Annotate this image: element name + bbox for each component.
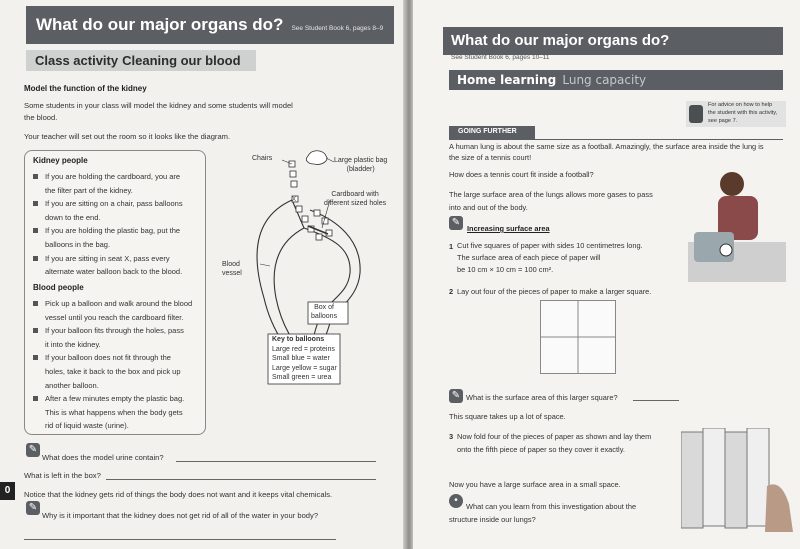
step-3: Now fold four of the pieces of paper as shown and lay them onto the fifth piece of paper so they cover it exactly. <box>457 432 652 454</box>
plastic-bag-shape <box>306 151 327 165</box>
answer-line[interactable] <box>24 539 336 540</box>
question-learn-1: What can you learn from this investigation about the <box>466 502 637 511</box>
list-item: If you are sitting on a chair, pass balloons down to the end. <box>29 197 204 224</box>
question-area: What is the surface area of this larger square? <box>466 393 618 402</box>
paper-square-grid <box>540 300 616 374</box>
blood-people-list <box>29 297 204 433</box>
page-number: 0 <box>0 482 15 500</box>
seat-x-mark: X <box>292 197 297 203</box>
home-learning-band: Home learning Lung capacity <box>449 70 783 90</box>
list-item: If you are holding the plastic bag, put the balloons in the bag. <box>29 224 204 251</box>
advice-note: For advice on how to help the student with this activity, see page 7. <box>686 101 786 127</box>
setup-text: Your teacher will set out the room so it looks like the diagram. <box>24 132 231 141</box>
page-title: What do our major organs do? <box>443 27 783 55</box>
answer-line[interactable] <box>106 479 376 480</box>
intro-paragraph: A human lung is about the same size as a football. Amazingly, the surface area inside the lung is the size of a tennis court! <box>449 142 764 162</box>
question-box: What is left in the box? <box>24 471 101 480</box>
list-item: After a few minutes empty the plastic bag. This is what happens when the body gets rid of liquid waste (urine). <box>29 392 204 433</box>
divider <box>449 139 783 140</box>
pencil-icon: ✎ <box>26 443 40 457</box>
speech-bubble-icon: • <box>449 494 463 508</box>
question-water: Why is it important that the kidney does not get rid of all of the water in your body? <box>42 511 319 520</box>
model-heading: Model the function of the kidney <box>24 84 147 93</box>
book-reference: See Student Book 6, pages 10–11 <box>451 54 550 61</box>
balloon-key: Key to balloons Large red = proteins Small blue = water Large yellow = sugar Small green = urea <box>272 336 337 381</box>
list-item: If you are sitting in seat X, pass every alternate water balloon back to the blood. <box>29 252 204 279</box>
book-reference: See Student Book 6, pages 8–9 <box>291 25 384 32</box>
right-page: What do our major organs do? See Student Book 6, pages 10–11 Home learning Lung capacity For advice on how to help the student with this activity, see page 7. GOING FURTHER A human lung is about the same size as a football. Amazingly, the surface area inside the lung is the size of a tennis court! How does a tennis court fit inside a football? The large surface area of the lungs allows more gases to pass into and out of the body. ✎ Increasing surface area 1 Cut five squares of paper with sides 10 centimetres long. The surface area of each piece of paper will be 10 cm × 10 cm = 100 cm². 2 Lay out four of the pieces of paper to make a larger square. ✎ What is the surface area of this larger square? This square takes up a lot of space. 3 Now fold four of the pieces of paper as shown and lay them onto the fifth piece of paper so they cover it exactly. Now you have a large surface area in a small space. • What can you learn from this investigation about the structure inside our lungs? <box>413 0 800 549</box>
list-item: If your balloon does not fit through the holes, take it back to the box and pick up another balloon. <box>29 351 204 392</box>
bag-label: Large plastic bag (bladder) <box>334 157 388 173</box>
box-label: Box of balloons <box>311 304 338 320</box>
list-item: If your balloon fits through the holes, pass it into the kidney. <box>29 324 204 351</box>
folded-paper-illustration <box>681 428 793 532</box>
pencil-icon: ✎ <box>449 216 463 230</box>
pencil-icon: ✎ <box>26 501 40 515</box>
pencil-icon: ✎ <box>449 389 463 403</box>
student-illustration <box>688 170 786 282</box>
increasing-heading: Increasing surface area <box>467 224 550 233</box>
kidney-people-list <box>29 170 204 279</box>
parent-child-icon <box>689 105 703 123</box>
answer-line[interactable] <box>633 400 679 401</box>
football-question: How does a tennis court fit inside a football? <box>449 170 594 179</box>
intro-line-1: Some students in your class will model the kidney and some students will model <box>24 101 293 110</box>
kidney-people-heading: Kidney people <box>33 156 88 165</box>
list-item: Pick up a balloon and walk around the blood vessel until you reach the cardboard filter. <box>29 297 204 324</box>
notice-text: Notice that the kidney gets rid of things the body does not want and it keeps vital chemicals. <box>24 490 333 499</box>
question-urine: What does the model urine contain? <box>42 453 164 462</box>
chairs-label: Chairs <box>252 155 273 162</box>
cardboard-label: Cardboard with different sized holes <box>324 191 387 207</box>
class-activity-band: Class activity Cleaning our blood <box>26 50 256 71</box>
list-item: If you are holding the cardboard, you are the filter part of the kidney. <box>29 170 204 197</box>
question-learn-2: structure inside our lungs? <box>449 515 536 524</box>
takes-space-text: This square takes up a lot of space. <box>449 412 566 421</box>
blood-people-heading: Blood people <box>33 283 84 292</box>
step-2: Lay out four of the pieces of paper to make a larger square. <box>457 287 652 296</box>
intro-line-2: the blood. <box>24 113 58 122</box>
page-title: What do our major organs do? See Student Book 6, pages 8–9 <box>26 6 394 44</box>
going-further-tab: GOING FURTHER <box>449 126 535 139</box>
step-1: Cut five squares of paper with sides 10 centimetres long. The surface area of each piece of paper will be 10 cm × 10 cm = 100 cm². <box>457 241 643 274</box>
answer-line[interactable] <box>176 461 376 462</box>
vessel-label: Blood vessel <box>222 261 242 277</box>
hand-icon <box>765 484 793 532</box>
roles-box <box>24 150 206 435</box>
surface-paragraph: The large surface area of the lungs allows more gases to pass into and out of the body. <box>449 190 653 212</box>
now-text: Now you have a large surface area in a small space. <box>449 480 621 489</box>
